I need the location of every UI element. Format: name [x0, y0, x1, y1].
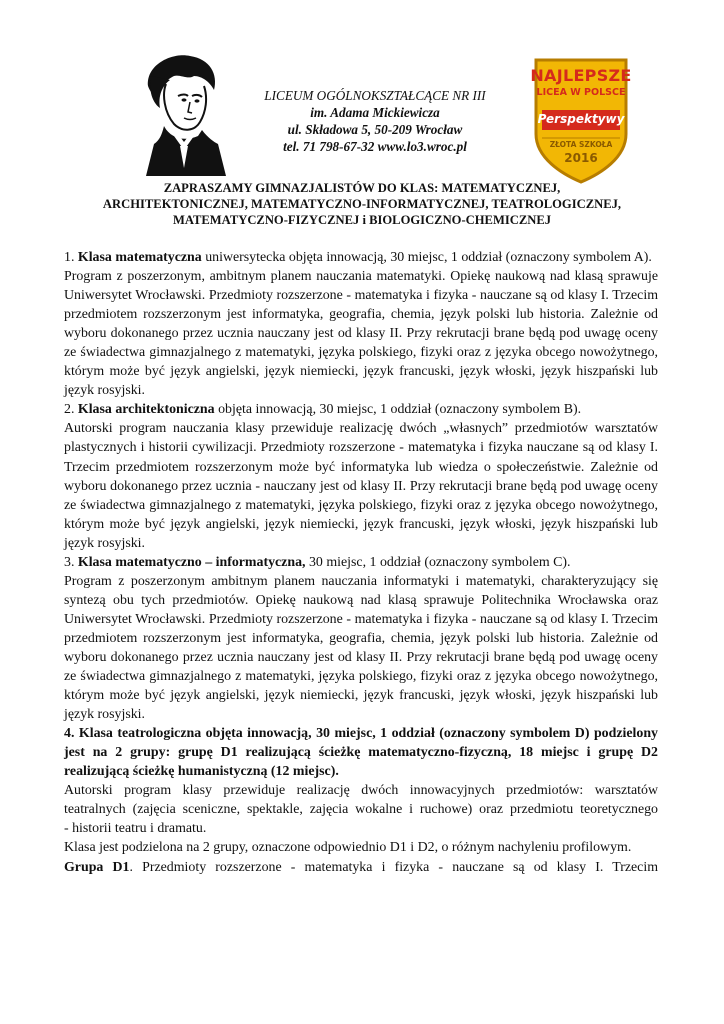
page-title: [62, 180, 662, 228]
text-line: - historii teatru i dramatu.: [64, 821, 207, 837]
badge-line-5: 2016: [564, 151, 598, 165]
section-number: 1.: [64, 250, 78, 265]
group-text: . Przedmioty rozszerzone - matematyka i fizyka - nauczane są od klasy I. Trzecim: [129, 859, 658, 875]
group-label: Grupa D1: [64, 859, 130, 875]
section-4-text-1: [64, 781, 658, 838]
perspektywy-badge-logo: [528, 52, 634, 184]
badge-line-1: NAJLEPSZE: [530, 66, 632, 85]
section-4-group-d1: [64, 858, 658, 877]
title-line: ARCHITEKTONICZNEJ, MATEMATYCZNO-INFORMATYCZNEJ, TEATROLOGICZNEJ,: [102, 197, 622, 211]
school-info: [250, 87, 500, 155]
title-line: ZAPRASZAMY GIMNAZJALISTÓW DO KLAS: MATEMATYCZNEJ,: [163, 181, 561, 195]
school-patron: im. Adama Mickiewicza: [310, 105, 440, 120]
class-details: uniwersytecka objęta innowacją, 30 miejsc, 1 oddział (oznaczony symbolem A).: [201, 250, 652, 265]
class-name: Klasa matematyczna: [77, 250, 202, 265]
class-name: Klasa matematyczno – informatyczna,: [77, 554, 306, 570]
class-name: Klasa architektoniczna: [77, 402, 215, 418]
section-4-text-2: Klasa jest podzielona na 2 grupy, oznaczone odpowiednio D1 i D2, o różnym nachyleniu profilowym.: [64, 840, 632, 856]
document-body: [64, 248, 658, 877]
school-address: ul. Składowa 5, 50-209 Wrocław: [287, 122, 463, 137]
badge-line-3: Perspektywy: [537, 112, 625, 126]
class-details: objęta innowacją, 30 miejsc, 1 oddział (oznaczony symbolem B).: [214, 402, 582, 418]
section-2-intro: [64, 400, 658, 419]
class-name: Klasa teatrologiczna objęta innowacją, 30 miejsc, 1 oddział (oznaczony symbolem D) podzielony jest na 2 grupy: grupę D1 realizującą ścieżkę matematyczno-fizyczną, 18 miejsc i grupę D2 realizującą ścieżkę humanistyczną (12 miejsc).: [64, 726, 658, 780]
section-number: 2.: [64, 402, 78, 418]
section-3-intro: [64, 553, 658, 572]
section-number: 3.: [64, 554, 78, 570]
section-2-text: Autorski program nauczania klasy przewiduje realizację dwóch „własnych” przedmiotów warsztatów plastycznych i historii cywilizacji. Przedmioty rozszerzone - matematyka i fizyka nauczane są od klasy I. Trzecim przedmiotem rozszerzonym może być informatyka lub wiedza o społeczeństwie. Zależnie od wyboru dokonanego przez ucznia - nauczany jest od klasy II. Przy rekrutacji brane będą pod uwagę oceny ze świadectwa gimnazjalnego z matematyki, języka polskiego, fizyki oraz z języka obcego nowożytnego, którym może być język angielski, język niemiecki, język francuski, język włoski, język hiszpański lub język rosyjski.: [64, 421, 658, 551]
section-3-text: Program z poszerzonym ambitnym planem nauczania informatyki i matematyki, charakteryzujący się syntezą obu tych przedmiotów. Opiekę naukową nad klasą sprawuje Politechnika Wrocławska oraz Uniwersytet Wrocławski. Przedmioty rozszerzone - matematyka i fizyka - nauczane są od klasy I. Trzecim przedmiotem rozszerzonym jest informatyka, geografia, chemia, język polski lub historia. Zależnie od wyboru dokonanego przez ucznia nauczany jest od klasy II. Przy rekrutacji brane będą pod uwagę oceny ze świadectwa gimnazjalnego z matematyki, języka polskiego, fizyki oraz z języka obcego nowożytnego, którym może być język angielski, język niemiecki, język francuski, język włoski, język hiszpański lub język rosyjski.: [64, 573, 658, 723]
section-number: 4.: [64, 726, 79, 742]
badge-line-2: LICEA W POLSCE: [536, 87, 626, 98]
section-4-heading: [64, 724, 658, 781]
text-line: teatralnych (zajęcia sceniczne, spektakle, zajęcia wokalne i ruchowe) oraz przedmiotu teoretycznego: [64, 802, 658, 818]
class-details: 30 miejsc, 1 oddział (oznaczony symbolem C).: [305, 554, 571, 570]
section-1-text: Program z poszerzonym, ambitnym planem nauczania matematyki. Opiekę naukową nad klasą sprawuje Uniwersytet Wrocławski. Przedmioty rozszerzone - matematyka i fizyka - nauczane są od klasy I. Trzecim przedmiotem rozszerzonym jest informatyka, geografia, chemia, język polski lub historia. Zależnie od wyboru dokonanego przez ucznia nauczany jest od klasy II. Przy rekrutacji brane będą pod uwagę oceny ze świadectwa gimnazjalnego z matematyki, języka polskiego, fizyki oraz z języka obcego nowożytnego, którym może być język angielski, język niemiecki, język francuski, język włoski, język hiszpański lub język rosyjski.: [64, 269, 658, 399]
badge-line-4: ZŁOTA SZKOŁA: [549, 140, 613, 149]
text-line: Autorski program klasy przewiduje realizację dwóch innowacyjnych przedmiotów: warsztatów: [64, 783, 658, 799]
section-1-intro: [64, 248, 658, 267]
title-line: MATEMATYCZNO-FIZYCZNEJ i BIOLOGICZNO-CHEMICZNEJ: [172, 213, 552, 227]
school-contact: tel. 71 798-67-32 www.lo3.wroc.pl: [283, 139, 467, 154]
portrait-image: [118, 46, 250, 176]
school-name: LICEUM OGÓLNOKSZTAŁCĄCE NR III: [264, 88, 486, 103]
